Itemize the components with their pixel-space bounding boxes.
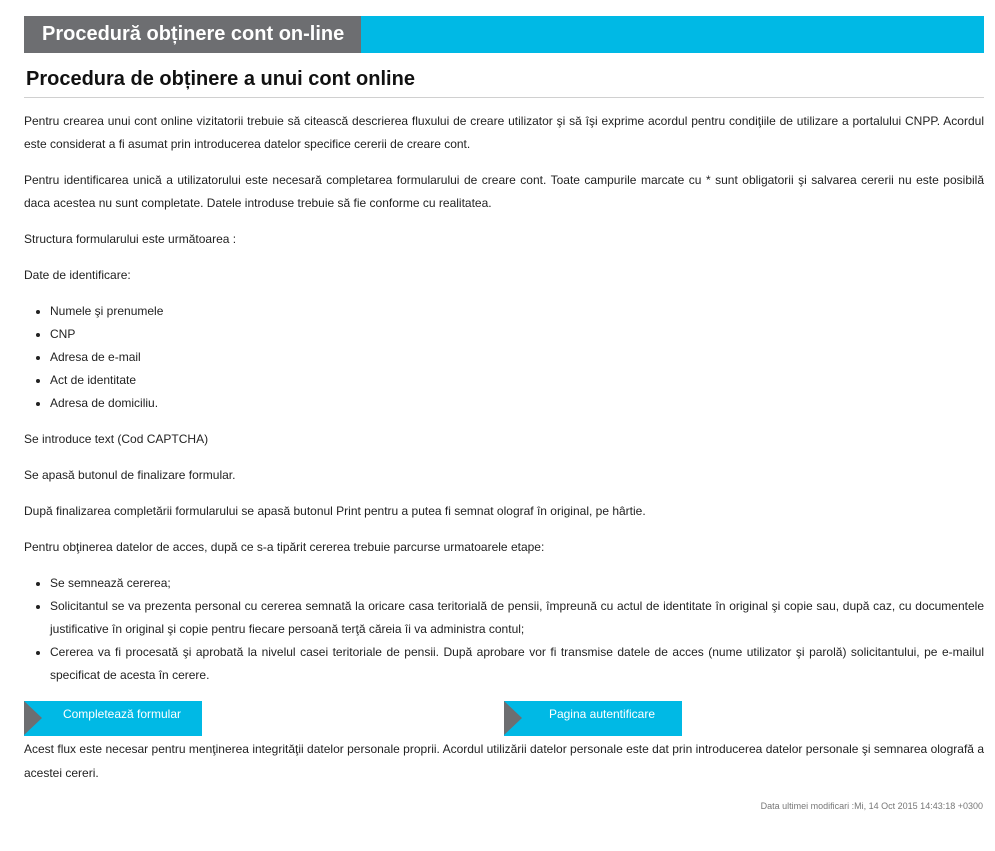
list-item: • Numele şi prenumele: [50, 300, 984, 323]
complete-form-button[interactable]: [24, 701, 202, 736]
structure-paragraph: Structura formularului este următoarea :: [24, 232, 237, 246]
captcha-paragraph: Se introduce text (Cod CAPTCHA): [24, 432, 209, 446]
list-item: • Adresa de domiciliu.: [50, 392, 984, 415]
page-title: Procedura de obținere a unui cont online: [26, 68, 415, 90]
list-item: • CNP: [50, 323, 984, 346]
list-item: • Adresa de e-mail: [50, 346, 984, 369]
page-banner: [24, 16, 984, 53]
id-fields-list: [24, 300, 984, 415]
auth-page-button[interactable]: [504, 701, 682, 736]
list-item: • Cererea va fi procesată şi aprobată la nivelul casei teritoriale de pensii. După aprobare vor fi transmise datele de acces (nume utilizator şi parolă) solicitantului, pe e-mailul specificat de acesta în cerere.: [50, 641, 984, 687]
footer-paragraph: Acest flux este necesar pentru menţinerea integrităţii datelor personale proprii. Acordul utilizării datelor personale este dat prin introducerea datelor personale şi semnarea olografă a acestei cereri.: [24, 742, 984, 780]
complete-form-label: Completează formular: [62, 707, 182, 721]
auth-page-label: Pagina autentificare: [548, 707, 656, 721]
steps-list: [24, 572, 984, 687]
id-data-paragraph: Date de identificare:: [24, 268, 131, 282]
identification-paragraph: Pentru identificarea unică a utilizatorului este necesară completarea formularului de creare cont. Toate campurile marcate cu * sunt obligatorii şi salvarea cererii nu este posibilă daca acestea nu sunt completate. Datele introduse trebuie să fie conforme cu realitatea.: [24, 173, 984, 210]
list-item: • Se semnează cererea;: [50, 572, 984, 595]
last-modified: Data ultimei modificari :Mi, 14 Oct 2015 14:43:18 +0300: [760, 801, 983, 811]
banner-title: Procedură obținere cont on-line: [24, 16, 361, 53]
main-content: [24, 110, 984, 700]
intro-paragraph: Pentru crearea unui cont online vizitatorii trebuie să citească descrierea fluxului de creare utilizator şi să îşi exprime acordul pentru condiţiile de utilizare a portalului CNPP. Acordul este considerat a fi asumat prin introducerea datelor specifice cererii de creare cont.: [24, 114, 984, 151]
finalize-paragraph: Se apasă butonul de finalizare formular.: [24, 468, 236, 482]
access-paragraph: Pentru obţinerea datelor de acces, după ce s-a tipărit cererea trebuie parcurse urmatoarele etape:: [24, 540, 545, 554]
list-item: • Act de identitate: [50, 369, 984, 392]
heading-divider: [24, 97, 984, 98]
list-item: • Solicitantul se va prezenta personal cu cererea semnată la oricare casa teritorială de pensii, împreună cu actul de identitate în original şi copie sau, după caz, cu documentele justificative în original şi copie pentru fiecare persoană terţă căreia îi va administra contul;: [50, 595, 984, 641]
print-paragraph: După finalizarea completării formularului se apasă butonul Print pentru a putea fi semnat olograf în original, pe hârtie.: [24, 504, 646, 518]
